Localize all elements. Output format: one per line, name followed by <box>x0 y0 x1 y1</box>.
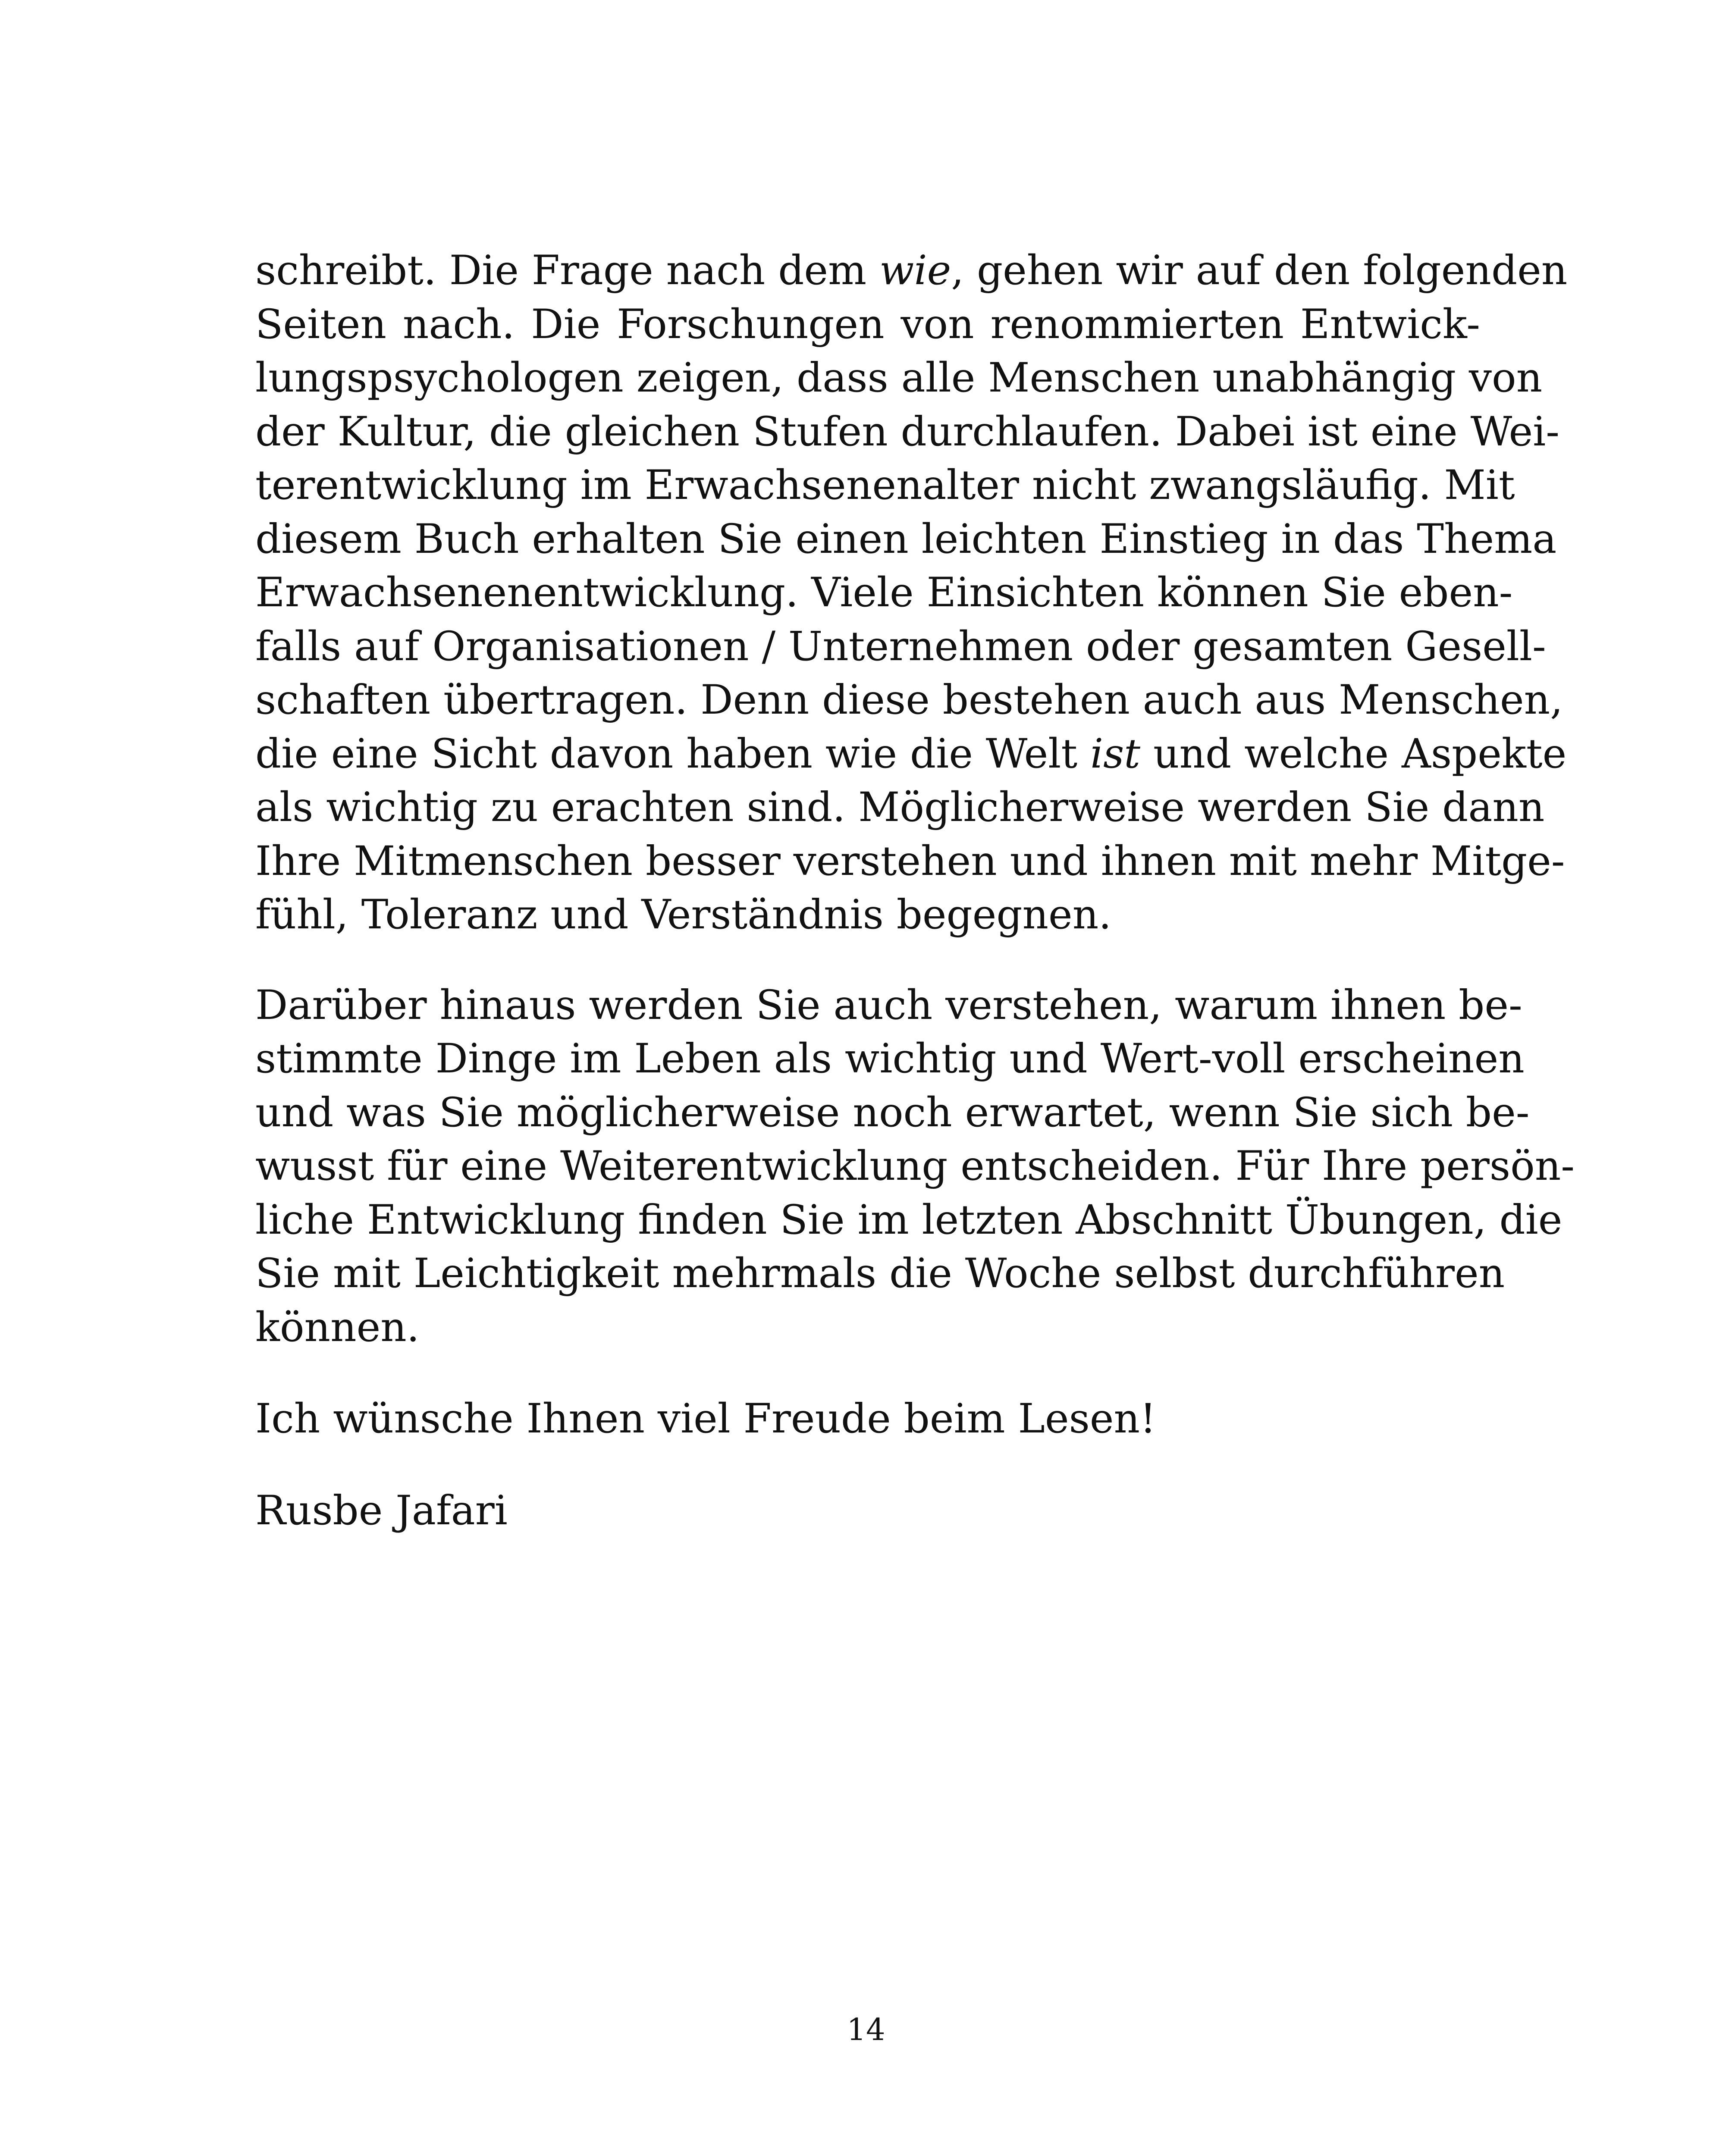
text-segment: und welche Aspekte <box>1140 730 1567 777</box>
text-line: lungspsychologen zeigen, dass alle Menschen unabhängig von <box>255 354 1543 401</box>
text-line: wusst für eine Weiterentwicklung entscheiden. Für Ihre persön- <box>255 1143 1575 1190</box>
paragraph-spacer <box>255 1446 1480 1484</box>
text-segment: die eine Sicht davon haben wie die Welt <box>255 730 1090 777</box>
body-text <box>255 244 1575 1538</box>
text-line: Ihre Mitmenschen besser verstehen und ihnen mit mehr Mitge- <box>255 837 1565 885</box>
text-line: terentwicklung im Erwachsenenalter nicht zwangsläufig. Mit <box>255 462 1515 509</box>
text-segment: , gehen wir auf den folgenden <box>951 247 1568 294</box>
author-name: Rusbe Jafari <box>255 1487 508 1534</box>
text-line: Erwachsenenentwicklung. Viele Einsichten können Sie eben- <box>255 569 1513 616</box>
italic-word: wie <box>879 247 951 294</box>
italic-word: ist <box>1090 730 1141 777</box>
text-line: und was Sie möglicherweise noch erwartet, wenn Sie sich be- <box>255 1089 1530 1136</box>
text-segment: schreibt. Die Frage nach dem <box>255 247 880 294</box>
text-line: stimmte Dinge im Leben als wichtig und Wert-voll erscheinen <box>255 1035 1525 1082</box>
text-line: fühl, Toleranz und Verständnis begegnen. <box>255 891 1112 938</box>
page-number: 14 <box>847 2012 885 2047</box>
paragraph-spacer <box>255 1354 1480 1392</box>
paragraph-2 <box>255 979 1575 1355</box>
text-line: Sie mit Leichtigkeit mehrmals die Woche selbst durchführen <box>255 1250 1505 1297</box>
paragraph-spacer <box>255 942 1480 979</box>
paragraph-1 <box>255 244 1568 942</box>
text-line <box>255 244 1568 298</box>
text-line: Darüber hinaus werden Sie auch verstehen, warum ihnen be- <box>255 981 1522 1029</box>
text-line: können. <box>255 1304 420 1351</box>
text-line: der Kultur, die gleichen Stufen durchlaufen. Dabei ist eine Wei- <box>255 408 1559 455</box>
text-line: falls auf Organisationen / Unternehmen oder gesamten Gesell- <box>255 623 1546 670</box>
text-line: schaften übertragen. Denn diese bestehen auch aus Menschen, <box>255 677 1563 724</box>
text-line <box>255 727 1567 781</box>
text-line: Seiten nach. Die Forschungen von renommierten Entwick- <box>255 301 1480 348</box>
closing-line: Ich wünsche Ihnen viel Freude beim Lesen! <box>255 1395 1156 1442</box>
text-line: diesem Buch erhalten Sie einen leichten Einstieg in das Thema <box>255 515 1557 563</box>
text-line: als wichtig zu erachten sind. Möglicherweise werden Sie dann <box>255 784 1545 831</box>
text-line: liche Entwicklung finden Sie im letzten Abschnitt Übungen, die <box>255 1196 1563 1244</box>
